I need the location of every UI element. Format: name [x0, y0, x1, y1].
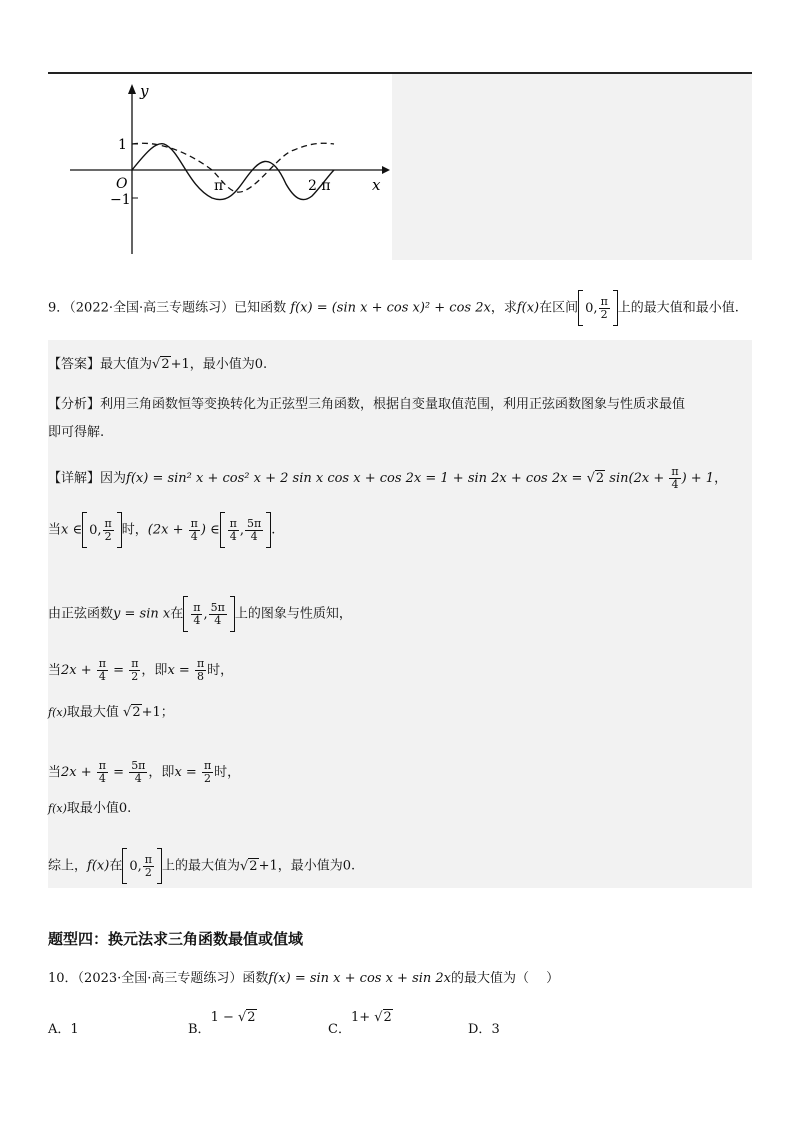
dashed-curve	[132, 143, 334, 192]
tick-pi-label: π	[214, 178, 224, 194]
detail-line-1: 【详解】因为f(x) = sin² x + cos² x + 2 sin x cos x + cos 2x = 1 + sin 2x + cos 2x = √2 sin(2x + $\frac{\pi}{4}$ ) + 1，	[48, 465, 728, 491]
x-axis-arrow	[382, 166, 390, 174]
sine-cosine-graph	[48, 74, 392, 260]
section-heading: 题型四：换元法求三角函数最值或值域	[48, 930, 304, 948]
question-10-number: 10．	[48, 971, 78, 986]
detail-case-1: 当2x + $\frac{\pi}{4}$ = $\frac{\pi}{2}$ ，即x = $\frac{\pi}{8}$ 时，	[48, 657, 234, 683]
detail-case-2: 当2x + $\frac{\pi}{4}$ = $\frac{5\pi}{4}$ ，即x = $\frac{\pi}{2}$ 时，	[48, 759, 241, 785]
tick-two-pi-label: 2 π	[308, 178, 331, 194]
tick-one-label: 1	[118, 137, 127, 153]
y-axis-arrow	[128, 84, 136, 94]
choice-a[interactable]: A．1	[48, 1022, 79, 1037]
choice-b[interactable]: B．1 − √2	[188, 1010, 256, 1037]
previous-answer-box	[392, 74, 752, 260]
detail-line-2: 当x ∈ 0, $\frac{\pi}{2}$ 时，(2x + $\frac{\pi}{4}$ ) ∈ $\frac{\pi}{4}$ , $\frac{5\pi}{4}$ .	[48, 512, 275, 548]
y-axis-label: y	[140, 82, 149, 100]
detail-line-3: 由正弦函数y = sin x在 $\frac{\pi}{4}$ , $\frac{5\pi}{4}$ 上的图象与性质知，	[48, 596, 352, 632]
question-10-function: f(x) = sin x + cos x + sin 2x	[268, 971, 452, 986]
tick-neg-one-label: −1	[110, 192, 131, 208]
detail-summary: 综上，f(x)在 0, $\frac{\pi}{2}$ 上的最大值为√2+1，最小值为0.	[48, 848, 355, 884]
detail-case-1-result: f(x)取最大值 √2+1；	[48, 705, 174, 720]
analysis-line-2: 即可得解.	[48, 425, 105, 440]
detail-case-2-result: f(x)取最小值0.	[48, 801, 132, 816]
analysis-line-1: 【分析】利用三角函数恒等变换转化为正弦型三角函数，根据自变量取值范围，利用正弦函数图象与性质求最值	[48, 397, 686, 412]
x-axis-label: x	[372, 176, 381, 194]
question-10-source: （2023·全国·高三专题练习）函数	[77, 971, 269, 986]
question-9-number: 9．	[48, 300, 70, 316]
question-9-tail: 上的最大值和最小值.	[617, 300, 739, 316]
question-9	[48, 290, 739, 326]
question-9-function: f(x) = (sin x + cos x)² + cos 2x	[290, 300, 491, 316]
origin-label: O	[116, 176, 128, 192]
answer-sqrt: √2	[152, 357, 170, 372]
question-9-mid: ，求	[490, 300, 517, 316]
answer-label: 【答案】	[48, 357, 101, 372]
analysis-label: 【分析】	[48, 397, 101, 412]
choice-d[interactable]: D．3	[468, 1022, 500, 1037]
question-9-fx: f(x)	[516, 300, 540, 316]
question-9-in-interval: 在区间	[539, 300, 579, 316]
question-9-source: （2022·全国·高三专题练习）已知函数	[69, 300, 287, 316]
question-10: 10．（2023·全国·高三专题练习）函数f(x) = sin x + cos x + sin 2x的最大值为（ ）	[48, 971, 560, 986]
answer-line: 【答案】最大值为√2+1，最小值为0.	[48, 357, 268, 372]
detail-label: 【详解】	[48, 471, 101, 486]
question-9-interval: 0, $\frac{\pi}{2}$	[578, 290, 618, 326]
choice-c[interactable]: C．1+ √2	[328, 1010, 392, 1037]
